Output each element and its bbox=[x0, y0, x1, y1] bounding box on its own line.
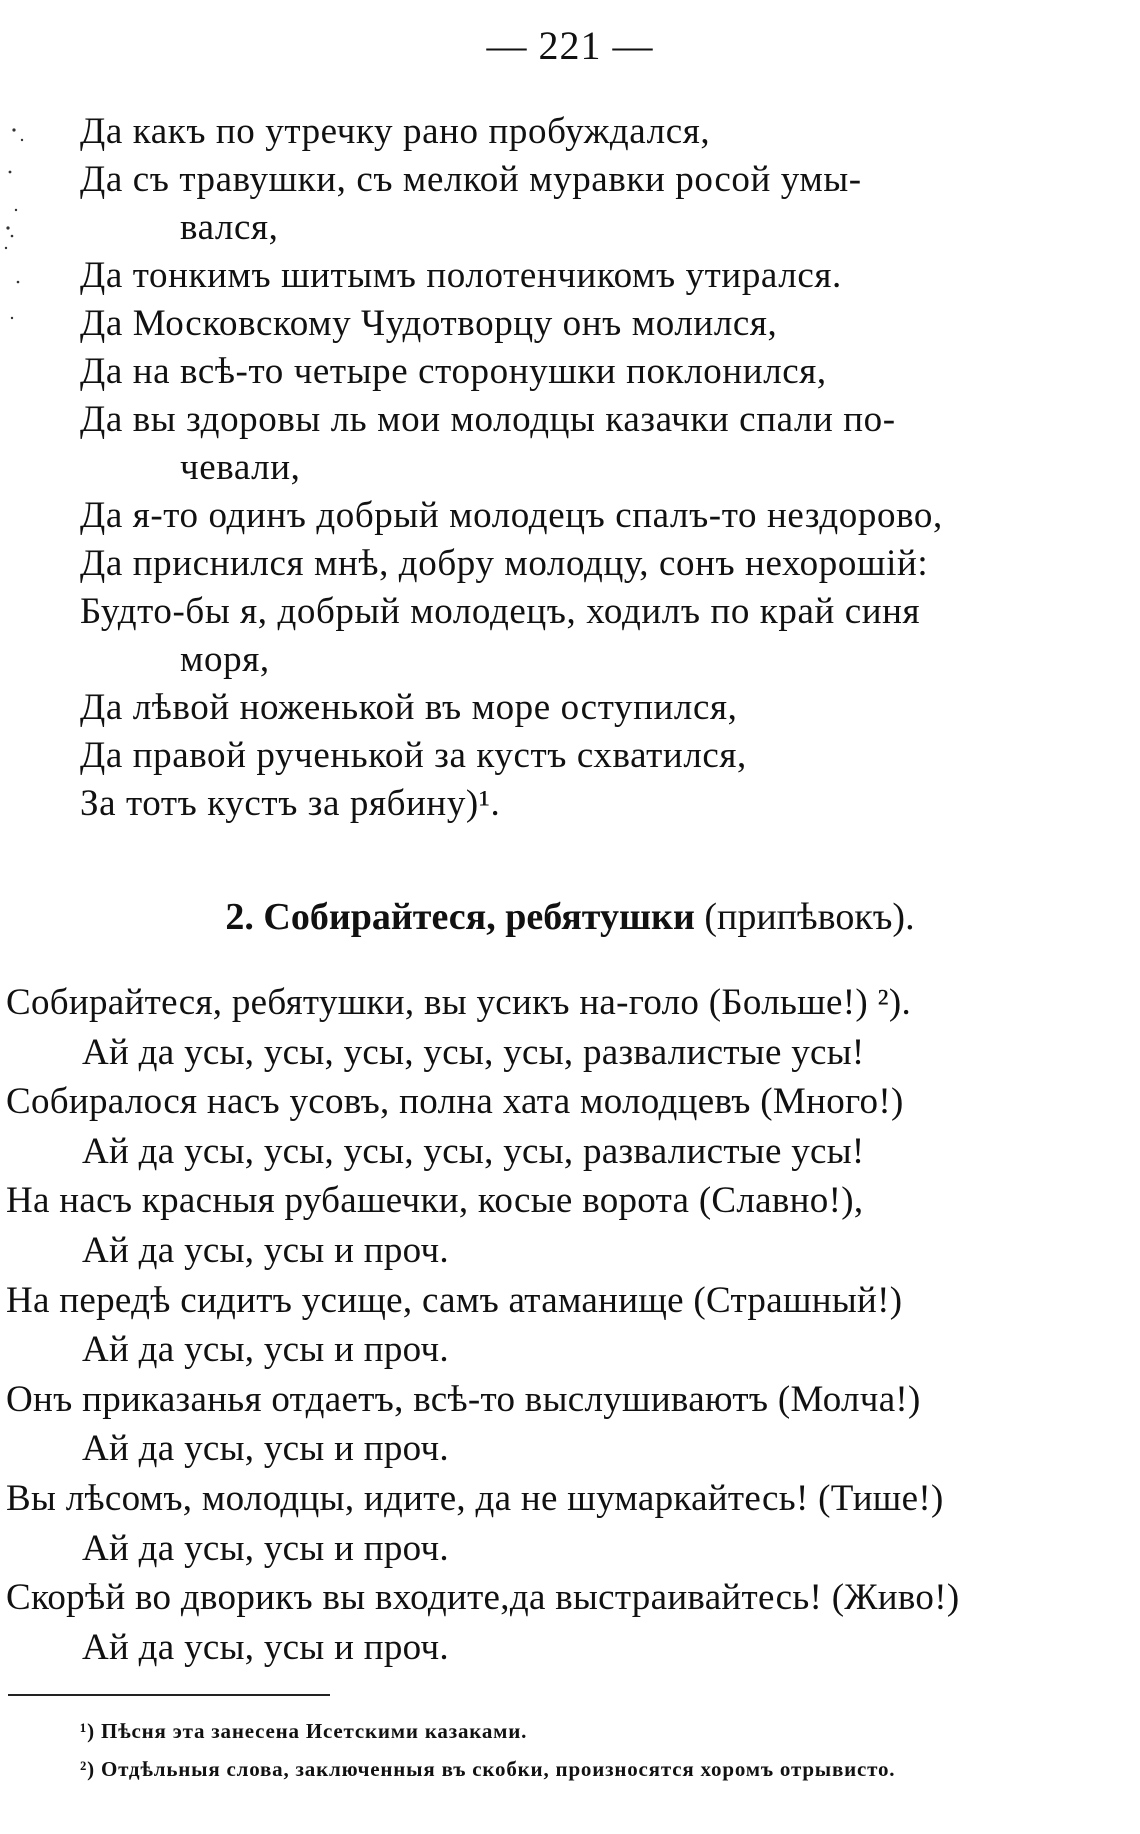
footnote-divider bbox=[8, 1694, 330, 1696]
verse-line: Да приснился мнѣ, добру молодцу, сонъ нехорошій: bbox=[80, 543, 929, 584]
song-title: 2. Собирайтеся, ребятушки bbox=[225, 896, 695, 938]
verse-line: За тотъ кустъ за рябину)¹. bbox=[80, 783, 501, 824]
verse-line: Да тонкимъ шитымъ полотенчикомъ утирался. bbox=[80, 255, 842, 296]
verse-line: Собирайтеся, ребятушки, вы усикъ на-голо (Больше!) ²). bbox=[6, 982, 912, 1023]
verse-line: Вы лѣсомъ, молодцы, идите, да не шумаркайтесь! (Тише!) bbox=[6, 1477, 944, 1519]
verse-line: Да на всѣ-то четыре сторонушки поклонился, bbox=[80, 351, 827, 392]
song-heading bbox=[0, 895, 1140, 939]
refrain-line: Ай да усы, усы и проч. bbox=[82, 1626, 449, 1668]
verse-line-continuation: чевали, bbox=[180, 447, 301, 488]
page-number: — 221 — bbox=[486, 23, 654, 68]
verse-line: Да Московскому Чудотворцу онъ молился, bbox=[80, 303, 778, 344]
refrain-line: Ай да усы, усы, усы, усы, усы, развалистые усы! bbox=[82, 1130, 865, 1172]
footnotes bbox=[80, 1712, 1120, 1788]
refrain-line: Ай да усы, усы и проч. bbox=[82, 1527, 449, 1569]
verse-line: Да съ травушки, съ мелкой муравки росой умы- bbox=[80, 159, 862, 200]
refrain-line: Ай да усы, усы и проч. bbox=[82, 1229, 449, 1271]
verse-line: Да я-то одинъ добрый молодецъ спалъ-то нездорово, bbox=[80, 495, 943, 536]
verse-line: Будто-бы я, добрый молодецъ, ходилъ по край синя bbox=[80, 591, 921, 632]
verse-line: На передѣ сидитъ усище, самъ атаманище (Страшный!) bbox=[6, 1279, 903, 1321]
verse-1 bbox=[80, 108, 1080, 828]
margin-specks bbox=[0, 100, 40, 360]
refrain-line: Ай да усы, усы и проч. bbox=[82, 1329, 449, 1371]
verse-line: Да вы здоровы ль мои молодцы казачки спали по- bbox=[80, 399, 896, 440]
verse-line-continuation: моря, bbox=[180, 639, 270, 680]
verse-line: Скорѣй во дворикъ вы входите,да выстраивайтесь! (Живо!) bbox=[6, 1577, 960, 1619]
song-subtitle: (припѣвокъ). bbox=[704, 896, 915, 938]
refrain-line: Ай да усы, усы и проч. bbox=[82, 1428, 449, 1470]
refrain-line: Ай да усы, усы, усы, усы, усы, развалистые усы! bbox=[82, 1031, 865, 1073]
verse-2 bbox=[6, 978, 1126, 1672]
verse-line: Да правой рученькой за кустъ схватился, bbox=[80, 735, 747, 776]
verse-line: Собиралося насъ усовъ, полна хата молодцевъ (Много!) bbox=[6, 1081, 904, 1123]
footnote: ²) Отдѣльныя слова, заключенныя въ скобки, произносятся хоромъ отрывисто. bbox=[80, 1757, 896, 1781]
verse-line: Да лѣвой ноженькой въ море оступился, bbox=[80, 687, 738, 728]
verse-line: На насъ красныя рубашечки, косые ворота (Славно!), bbox=[6, 1180, 864, 1222]
verse-line-continuation: вался, bbox=[180, 207, 279, 248]
verse-line: Да какъ по утречку рано пробуждался, bbox=[80, 111, 711, 152]
footnote: ¹) Пѣсня эта занесена Исетскими казаками. bbox=[80, 1719, 528, 1743]
verse-line: Онъ приказанья отдаетъ, всѣ-то выслушиваютъ (Молча!) bbox=[6, 1378, 921, 1420]
